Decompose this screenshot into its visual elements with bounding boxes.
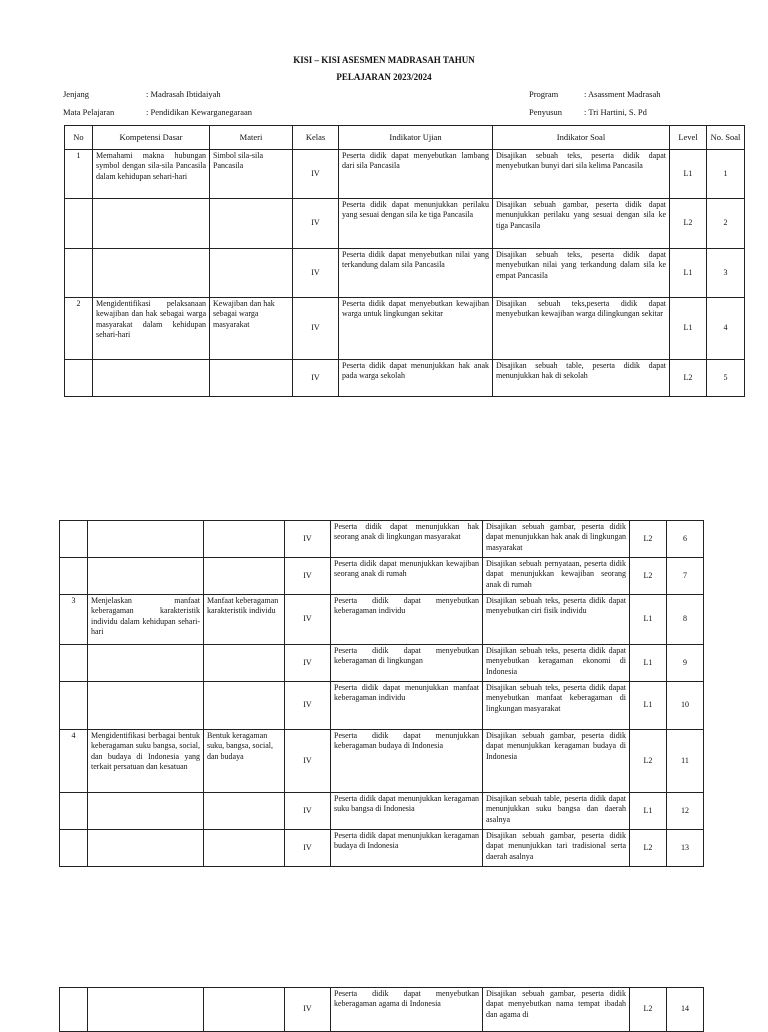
row-no: 3 (60, 595, 88, 645)
indikator-soal-cell: Disajikan sebuah teks, peserta didik dapat menyebutkan bunyi dari sila kelima Pancasila (493, 150, 670, 199)
row-no: 2 (65, 298, 93, 360)
materi-cell (204, 682, 285, 730)
indikator-ujian-cell: Peserta didik dapat menyebutkan kewajiban warga untuk lingkungan sekitar (339, 298, 493, 360)
level-cell: L2 (630, 830, 667, 867)
table-row (60, 988, 704, 1032)
kelas-cell: IV (293, 150, 339, 199)
kelas-cell: IV (285, 730, 331, 793)
header-indikator-soal: Indikator Soal (493, 126, 670, 150)
jenjang-label: Jenjang (63, 89, 89, 99)
indikator-soal-cell: Disajikan sebuah teks, peserta didik dapat menyebutkan keragaman ekonomi di Indonesia (483, 645, 630, 682)
doc-title-line1: KISI – KISI ASESMEN MADRASAH TAHUN (293, 55, 475, 65)
row-no (65, 360, 93, 397)
materi-cell: Simbol sila-sila Pancasila (210, 150, 293, 199)
materi-cell (210, 249, 293, 298)
indikator-soal-cell: Disajikan sebuah teks, peserta didik dapat menyebutkan ciri fisik individu (483, 595, 630, 645)
kelas-cell: IV (285, 558, 331, 595)
no-soal-cell: 9 (667, 645, 704, 682)
indikator-ujian-cell: Peserta didik dapat menunjukkan hak seorang anak di lingkungan masyarakat (331, 521, 483, 558)
level-cell: L2 (630, 558, 667, 595)
kompetensi-dasar-cell: Mengidentifikasi berbagai bentuk keberagaman suku bangsa, social, dan budaya di Indonesia yang terkait persatuan dan kesatuan (88, 730, 204, 793)
table-header-row (65, 126, 745, 150)
no-soal-cell: 13 (667, 830, 704, 867)
indikator-ujian-cell: Peserta didik dapat menunjukkan hak anak pada warga sekolah (339, 360, 493, 397)
no-soal-cell: 14 (667, 988, 704, 1032)
materi-cell (204, 558, 285, 595)
kompetensi-dasar-cell (88, 645, 204, 682)
kompetensi-dasar-cell: Memahami makna hubungan symbol dengan sila-sila Pancasila dalam kehidupan sehari-hari (93, 150, 210, 199)
row-no (65, 249, 93, 298)
indikator-soal-cell: Disajikan sebuah gambar, peserta didik dapat menunjukkan keragaman budaya di Indonesia (483, 730, 630, 793)
indikator-soal-cell: Disajikan sebuah teks,peserta didik dapat menyebutkan kewajiban warga dilingkungan sekitar (493, 298, 670, 360)
indikator-soal-cell: Disajikan sebuah table, peserta didik dapat menunjukkan hak di sekolah (493, 360, 670, 397)
no-soal-cell: 2 (707, 199, 745, 249)
indikator-ujian-cell: Peserta didik dapat menunjukkan keragaman budaya di Indonesia (331, 830, 483, 867)
row-no (60, 558, 88, 595)
level-cell: L1 (670, 150, 707, 199)
indikator-ujian-cell: Peserta didik dapat menunjukkan perilaku yang sesuai dengan sila ke tiga Pancasila (339, 199, 493, 249)
kelas-cell: IV (285, 682, 331, 730)
row-no (60, 793, 88, 830)
penyusun-value: : Tri Hartini, S. Pd (584, 107, 647, 117)
indikator-soal-cell: Disajikan sebuah table, peserta didik dapat menunjukkan suku bangsa dan daerah asalnya (483, 793, 630, 830)
indikator-ujian-cell: Peserta didik dapat menunjukkan keragaman suku bangsa di Indonesia (331, 793, 483, 830)
table-row (60, 730, 704, 793)
indikator-ujian-cell: Peserta didik dapat menunjukkan kewajiban seorang anak di rumah (331, 558, 483, 595)
kelas-cell: IV (285, 988, 331, 1032)
kisi-table-page3 (59, 987, 704, 1032)
materi-cell: Kewajiban dan hak sebagai warga masyarakat (210, 298, 293, 360)
table-row (65, 360, 745, 397)
materi-cell (204, 521, 285, 558)
kelas-cell: IV (285, 645, 331, 682)
table-row (60, 793, 704, 830)
kompetensi-dasar-cell (88, 830, 204, 867)
indikator-ujian-cell: Peserta didik dapat menyebutkan nilai yang terkandung dalam sila Pancasila (339, 249, 493, 298)
kelas-cell: IV (293, 249, 339, 298)
kelas-cell: IV (285, 793, 331, 830)
no-soal-cell: 1 (707, 150, 745, 199)
materi-cell (204, 830, 285, 867)
indikator-soal-cell: Disajikan sebuah teks, peserta didik dapat menyebutkan nilai yang terkandung dalam sila ke empat Pancasila (493, 249, 670, 298)
materi-cell (210, 199, 293, 249)
header-materi: Materi (210, 126, 293, 150)
indikator-soal-cell: Disajikan sebuah gambar, peserta didik dapat menyebutkan nama tempat ibadah dan agama di (483, 988, 630, 1032)
table-row (60, 645, 704, 682)
header-kelas: Kelas (293, 126, 339, 150)
level-cell: L2 (630, 730, 667, 793)
kisi-table-page2 (59, 520, 704, 867)
table-row (65, 150, 745, 199)
materi-cell: Manfaat keberagaman karakteristik individu (204, 595, 285, 645)
kompetensi-dasar-cell: Mengidentifikasi pelaksanaan kewajiban dan hak sebagai warga masyarakat dalam kehidupan sehari-hari (93, 298, 210, 360)
level-cell: L1 (630, 595, 667, 645)
row-no (60, 521, 88, 558)
table-row (60, 558, 704, 595)
row-no: 4 (60, 730, 88, 793)
kelas-cell: IV (293, 298, 339, 360)
no-soal-cell: 11 (667, 730, 704, 793)
table-row (65, 249, 745, 298)
kompetensi-dasar-cell (88, 521, 204, 558)
row-no (60, 682, 88, 730)
table-row (65, 199, 745, 249)
table-row (60, 521, 704, 558)
row-no: 1 (65, 150, 93, 199)
no-soal-cell: 5 (707, 360, 745, 397)
kompetensi-dasar-cell (88, 793, 204, 830)
indikator-soal-cell: Disajikan sebuah gambar, peserta didik dapat menunjukkan hak anak di lingkungan masyarakat (483, 521, 630, 558)
materi-cell: Bentuk keragaman suku, bangsa, social, dan budaya (204, 730, 285, 793)
level-cell: L2 (630, 521, 667, 558)
jenjang-value: : Madrasah Ibtidaiyah (146, 89, 221, 99)
no-soal-cell: 7 (667, 558, 704, 595)
level-cell: L1 (630, 682, 667, 730)
table-row (60, 595, 704, 645)
mapel-value: : Pendidikan Kewarganegaraan (146, 107, 253, 117)
level-cell: L2 (670, 360, 707, 397)
indikator-ujian-cell: Peserta didik dapat menunjukkan keberagaman budaya di Indonesia (331, 730, 483, 793)
kelas-cell: IV (285, 830, 331, 867)
header-level: Level (670, 126, 707, 150)
no-soal-cell: 10 (667, 682, 704, 730)
table-row (60, 682, 704, 730)
kelas-cell: IV (285, 595, 331, 645)
level-cell: L2 (630, 988, 667, 1032)
indikator-ujian-cell: Peserta didik dapat menyebutkan keberagaman agama di Indonesia (331, 988, 483, 1032)
no-soal-cell: 6 (667, 521, 704, 558)
level-cell: L1 (670, 249, 707, 298)
row-no (60, 988, 88, 1032)
indikator-soal-cell: Disajikan sebuah pernyataan, peserta didik dapat menunjukkan kewajiban seorang anak di rumah (483, 558, 630, 595)
no-soal-cell: 8 (667, 595, 704, 645)
kelas-cell: IV (293, 199, 339, 249)
kompetensi-dasar-cell (93, 199, 210, 249)
materi-cell (204, 793, 285, 830)
no-soal-cell: 4 (707, 298, 745, 360)
level-cell: L1 (630, 645, 667, 682)
program-value: : Asassment Madrasah (584, 89, 661, 99)
no-soal-cell: 12 (667, 793, 704, 830)
kompetensi-dasar-cell: Menjelaskan manfaat keberagaman karakteristik individu dalam kehidupan sehari-hari (88, 595, 204, 645)
indikator-soal-cell: Disajikan sebuah gambar, peserta didik dapat menunjukkan perilaku yang sesuai dengan sila ke tiga Pancasila (493, 199, 670, 249)
kompetensi-dasar-cell (88, 558, 204, 595)
indikator-ujian-cell: Peserta didik dapat menunjukkan manfaat keberagaman individu (331, 682, 483, 730)
row-no (65, 199, 93, 249)
kompetensi-dasar-cell (93, 249, 210, 298)
doc-title-line2: PELAJARAN 2023/2024 (336, 72, 432, 82)
header-no: No (65, 126, 93, 150)
no-soal-cell: 3 (707, 249, 745, 298)
kisi-table-page1 (64, 125, 745, 397)
kompetensi-dasar-cell (88, 988, 204, 1032)
header-kompetensi-dasar: Kompetensi Dasar (93, 126, 210, 150)
mapel-label: Mata Pelajaran (63, 107, 115, 117)
kompetensi-dasar-cell (93, 360, 210, 397)
materi-cell (204, 645, 285, 682)
row-no (60, 830, 88, 867)
table-row (60, 830, 704, 867)
header-indikator-ujian: Indikator Ujian (339, 126, 493, 150)
kelas-cell: IV (285, 521, 331, 558)
materi-cell (210, 360, 293, 397)
indikator-ujian-cell: Peserta didik dapat menyebutkan keberagaman di lingkungan (331, 645, 483, 682)
kompetensi-dasar-cell (88, 682, 204, 730)
level-cell: L2 (670, 199, 707, 249)
indikator-ujian-cell: Peserta didik dapat menyebutkan keberagaman individu (331, 595, 483, 645)
table-row (65, 298, 745, 360)
level-cell: L1 (670, 298, 707, 360)
row-no (60, 645, 88, 682)
kelas-cell: IV (293, 360, 339, 397)
penyusun-label: Penyusun (529, 107, 563, 117)
indikator-soal-cell: Disajikan sebuah gambar, peserta didik dapat menunjukkan tari tradisional serta daerah asalnya (483, 830, 630, 867)
materi-cell (204, 988, 285, 1032)
header-no-soal: No. Soal (707, 126, 745, 150)
program-label: Program (529, 89, 559, 99)
indikator-ujian-cell: Peserta didik dapat menyebutkan lambang dari sila Pancasila (339, 150, 493, 199)
indikator-soal-cell: Disajikan sebuah teks, peserta didik dapat menyebutkan manfaat keberagaman di lingkungan masyarakat (483, 682, 630, 730)
level-cell: L1 (630, 793, 667, 830)
